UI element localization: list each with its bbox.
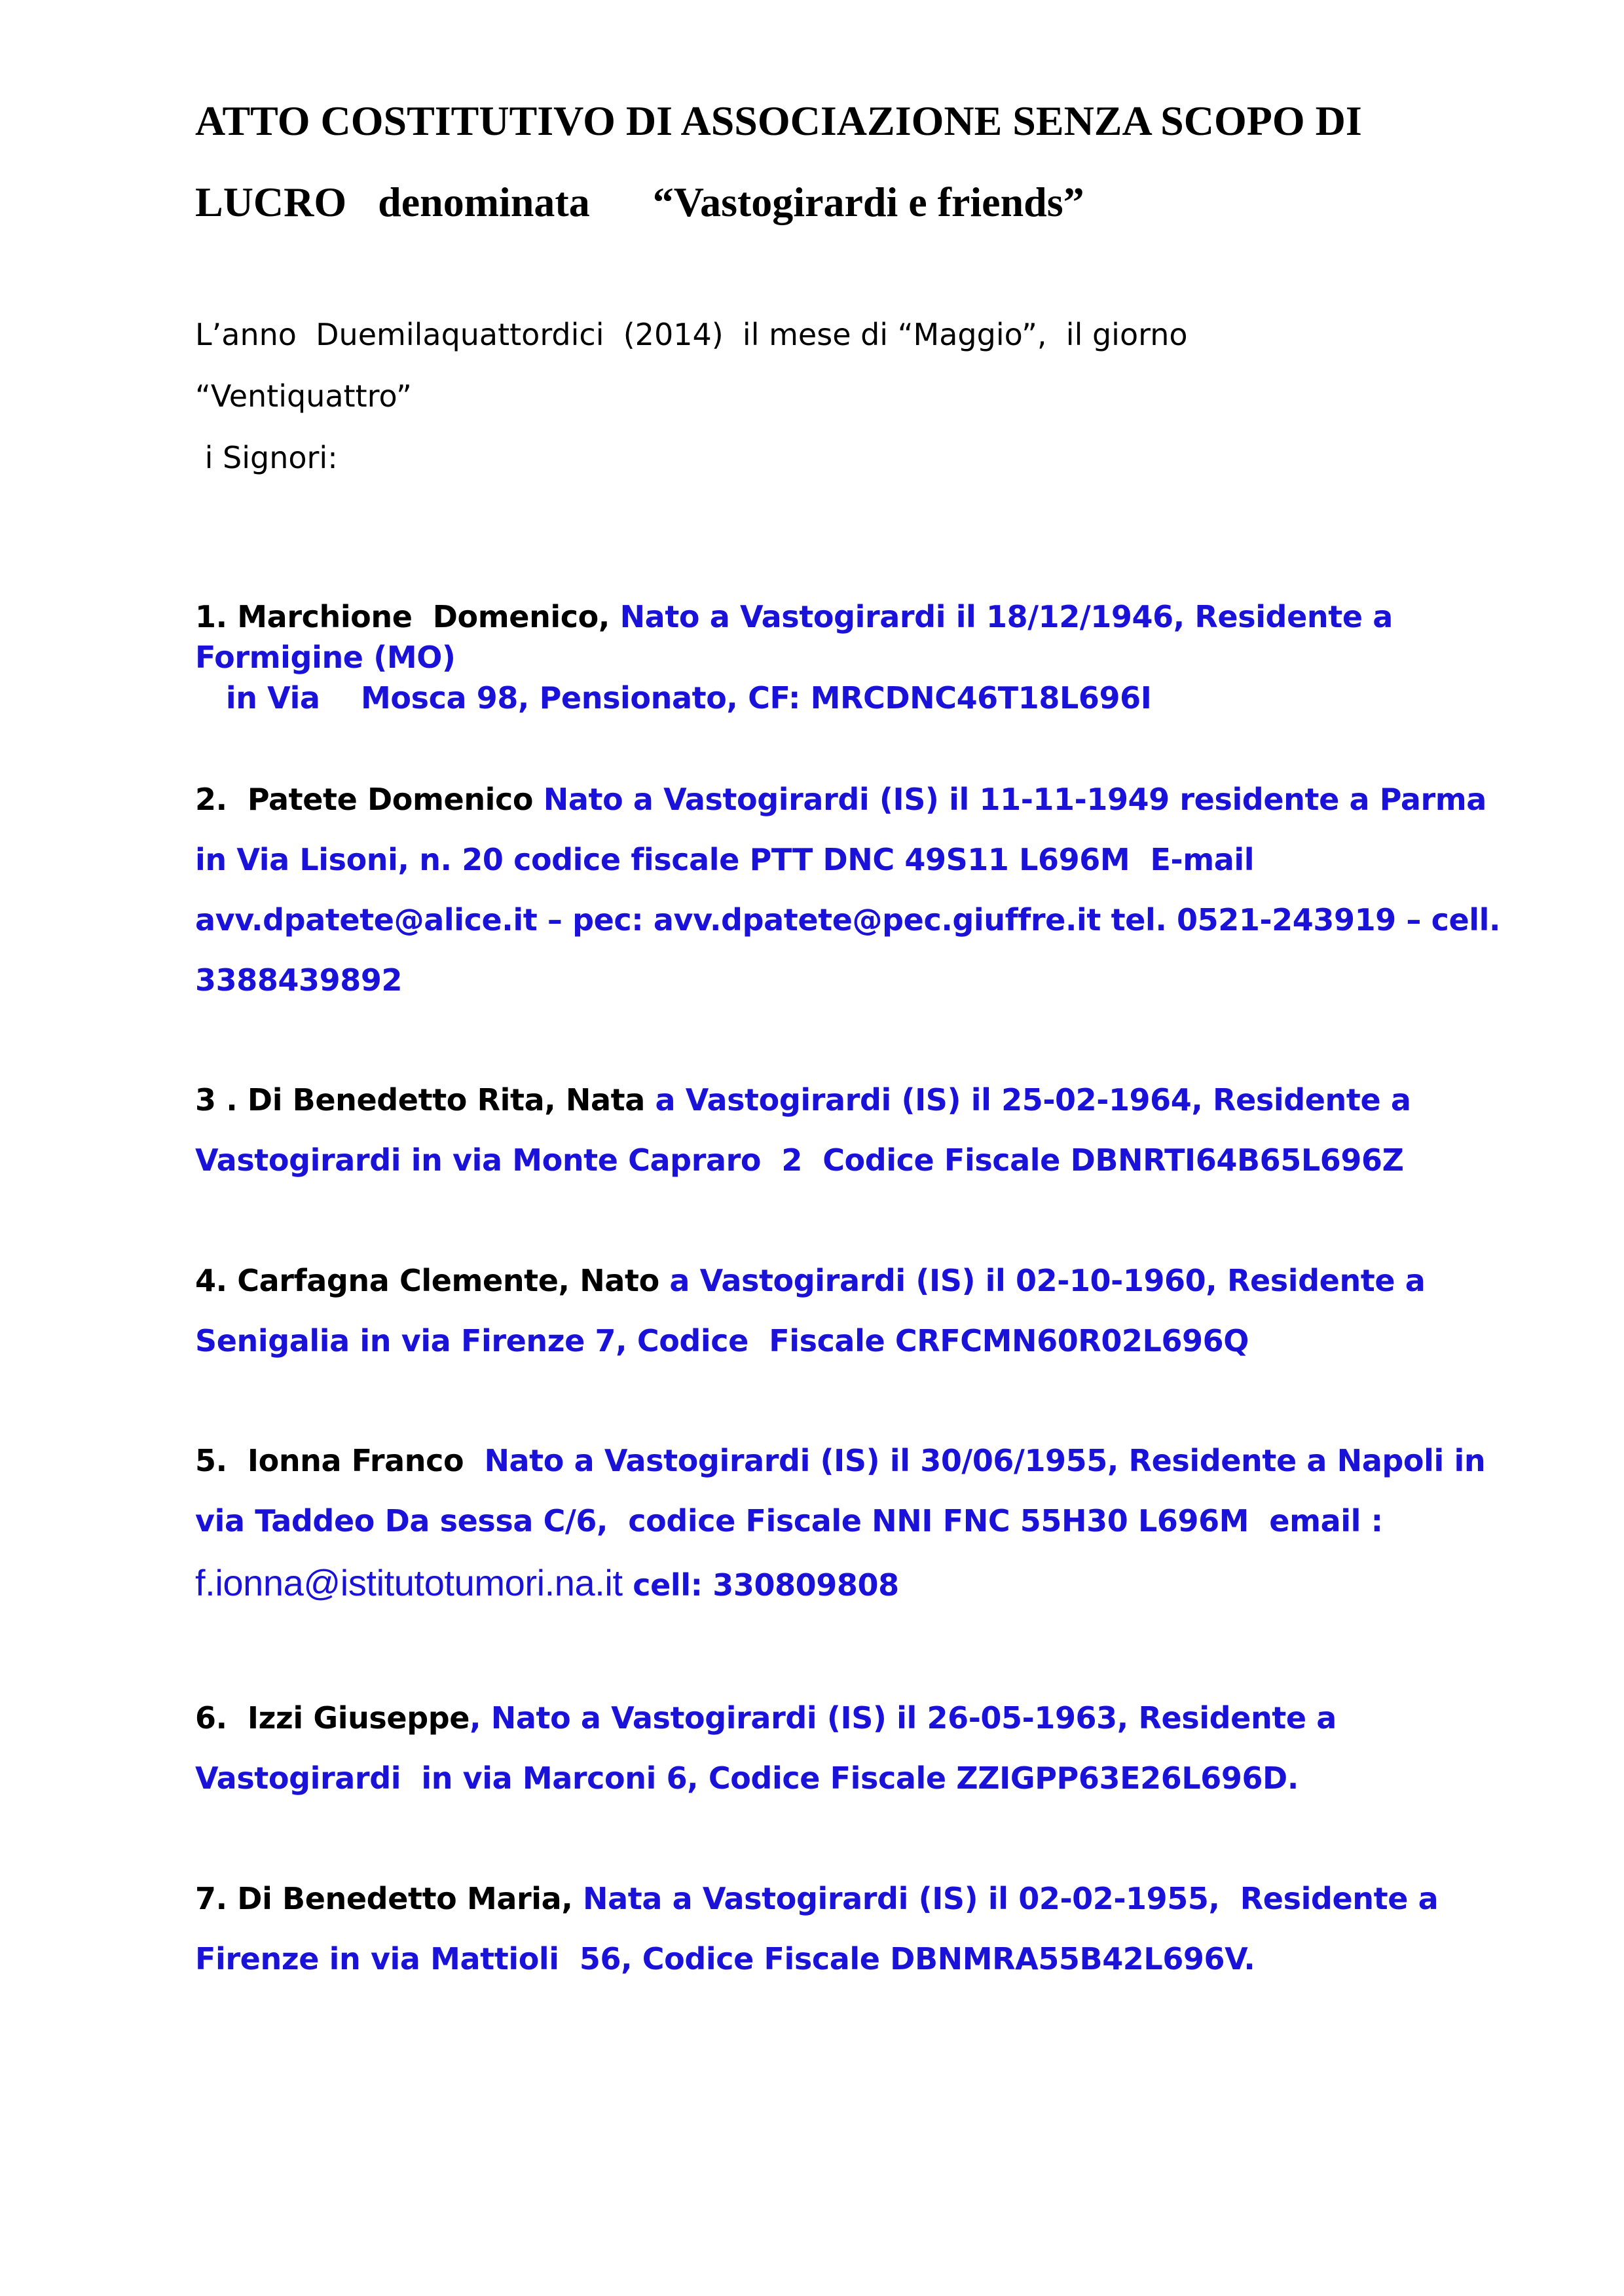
member-3-details: a Vastogirardi (IS) il 25-02-1964, Residente a	[655, 1082, 1411, 1118]
member-2-line-3: avv.dpatete@alice.it – pec: avv.dpatete@pec.giuffre.it tel. 0521-243919 – cell.	[195, 902, 1501, 938]
member-1-name: 1. Marchione Domenico	[195, 599, 599, 634]
member-4-details: a Vastogirardi (IS) il 02-10-1960, Residente a	[669, 1263, 1426, 1298]
member-2-line-4: 3388439892	[195, 962, 403, 998]
member-6-line-1	[195, 1700, 1337, 1736]
member-1-line-1	[195, 599, 1393, 634]
member-5-name: 5. Ionna Franco	[195, 1443, 485, 1478]
member-6-name: 6. Izzi Giuseppe	[195, 1700, 470, 1736]
member-7-line-1	[195, 1881, 1438, 1916]
member-2-line-2: in Via Lisoni, n. 20 codice fiscale PTT DNC 49S11 L696M E-mail	[195, 842, 1255, 877]
member-5-email: f.ionna@istitutotumori.na.it	[195, 1562, 623, 1603]
member-6-details: , Nato a Vastogirardi (IS) il 26-05-1963, Residente a	[470, 1700, 1337, 1736]
member-7-details: Nata a Vastogirardi (IS) il 02-02-1955, Residente a	[583, 1881, 1439, 1916]
member-5-line-2: via Taddeo Da sessa C/6, codice Fiscale NNI FNC 55H30 L696M email :	[195, 1503, 1383, 1539]
member-3-line-2: Vastogirardi in via Monte Capraro 2 Codice Fiscale DBNRTI64B65L696Z	[195, 1142, 1404, 1178]
member-6-line-2: Vastogirardi in via Marconi 6, Codice Fiscale ZZIGPP63E26L696D.	[195, 1760, 1299, 1796]
member-7-line-2: Firenze in via Mattioli 56, Codice Fiscale DBNMRA55B42L696V.	[195, 1941, 1255, 1977]
member-4-line-1	[195, 1263, 1425, 1298]
member-7-name: 7. Di Benedetto Maria	[195, 1881, 562, 1916]
member-1-details: Nato a Vastogirardi il 18/12/1946, Residente a	[619, 599, 1393, 634]
member-5-line-1	[195, 1443, 1485, 1478]
document-title-line-2: LUCRO denominata “Vastogirardi e friends”	[195, 179, 1084, 225]
intro-signori-line: i Signori:	[195, 440, 338, 475]
member-3-line-1	[195, 1082, 1411, 1118]
member-5-details: Nato a Vastogirardi (IS) il 30/06/1955, Residente a Napoli in	[484, 1443, 1486, 1478]
member-2-line-1	[195, 782, 1486, 817]
member-2-name: 2. Patete Domenico	[195, 782, 544, 817]
member-3-name: 3 . Di Benedetto Rita, Nata	[195, 1082, 655, 1118]
member-1-separator: ,	[598, 599, 620, 634]
member-5-line-3	[195, 1561, 899, 1604]
member-4-name: 4. Carfagna Clemente, Nato	[195, 1263, 670, 1298]
member-4-line-2: Senigalia in via Firenze 7, Codice Fiscale CRFCMN60R02L696Q	[195, 1323, 1249, 1358]
member-2-details: Nato a Vastogirardi (IS) il 11-11-1949 residente a Parma	[543, 782, 1486, 817]
member-1-line-3: in Via Mosca 98, Pensionato, CF: MRCDNC46T18L696I	[195, 680, 1152, 716]
member-1-line-2: Formigine (MO)	[195, 640, 456, 675]
intro-date-line: L’anno Duemilaquattordici (2014) il mese di “Maggio”, il giorno	[195, 317, 1188, 352]
intro-day-line: “Ventiquattro”	[195, 378, 412, 414]
member-5-cell: cell: 330809808	[622, 1567, 899, 1603]
member-7-separator: ,	[561, 1881, 583, 1916]
document-title-line-1: ATTO COSTITUTIVO DI ASSOCIAZIONE SENZA SCOPO DI	[195, 98, 1362, 144]
